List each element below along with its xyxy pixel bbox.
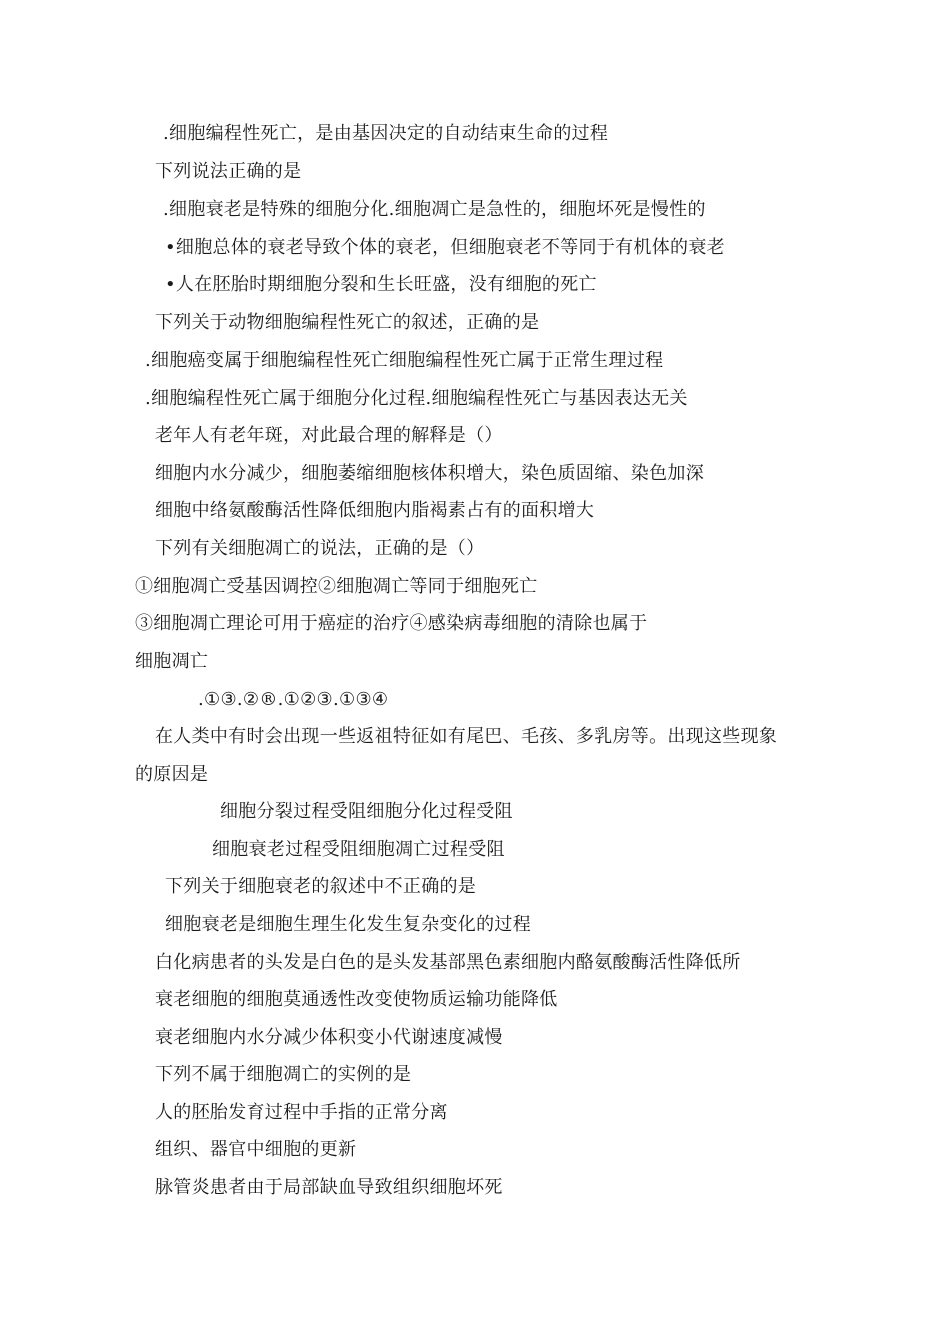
- text-line: 细胞衰老过程受阻细胞凋亡过程受阻: [212, 839, 505, 860]
- text-line: 下列关于细胞衰老的叙述中不正确的是: [165, 876, 477, 897]
- text-line: 细胞分裂过程受阻细胞分化过程受阻: [220, 801, 513, 822]
- text-line: 脉管炎患者由于局部缺血导致组织细胞坏死: [155, 1177, 503, 1198]
- text-line: .①③.②®.①②③.①③④: [198, 689, 389, 710]
- text-line: 老年人有老年斑，对此最合理的解释是（）: [155, 425, 503, 446]
- text-line: 下列不属于细胞凋亡的实例的是: [155, 1064, 412, 1085]
- text-line: 衰老细胞内水分减少体积变小代谢速度减慢: [155, 1027, 503, 1048]
- text-line: 细胞凋亡: [135, 651, 209, 672]
- text-line: 在人类中有时会出现一些返祖特征如有尾巴、毛孩、多乳房等。出现这些现象: [155, 726, 778, 747]
- text-line: 下列有关细胞凋亡的说法，正确的是（）: [155, 538, 485, 559]
- text-line: •细胞总体的衰老导致个体的衰老，但细胞衰老不等同于有机体的衰老: [165, 237, 725, 258]
- text-line: 组织、器官中细胞的更新: [155, 1139, 357, 1160]
- text-line: .细胞衰老是特殊的细胞分化.细胞凋亡是急性的，细胞坏死是慢性的: [163, 199, 706, 220]
- text-line: 下列关于动物细胞编程性死亡的叙述，正确的是: [155, 312, 540, 333]
- text-line: •人在胚胎时期细胞分裂和生长旺盛，没有细胞的死亡: [165, 274, 597, 295]
- text-line: 细胞中络氨酸酶活性降低细胞内脂褐素占有的面积增大: [155, 500, 595, 521]
- text-line: 细胞衰老是细胞生理生化发生复杂变化的过程: [165, 914, 531, 935]
- text-line: .细胞癌变属于细胞编程性死亡细胞编程性死亡属于正常生理过程: [145, 350, 664, 371]
- text-line: .细胞编程性死亡，是由基因决定的自动结束生命的过程: [163, 123, 609, 144]
- text-line: 白化病患者的头发是白色的是头发基部黑色素细胞内酪氨酸酶活性降低所: [155, 952, 741, 973]
- text-line: .细胞编程性死亡属于细胞分化过程.细胞编程性死亡与基因表达无关: [145, 388, 688, 409]
- text-line: 的原因是: [135, 764, 209, 785]
- text-line: 衰老细胞的细胞莫通透性改变使物质运输功能降低: [155, 989, 558, 1010]
- text-line: ③细胞凋亡理论可用于癌症的治疗④感染病毒细胞的清除也属于: [135, 613, 648, 634]
- text-line: 人的胚胎发育过程中手指的正常分离: [155, 1102, 448, 1123]
- text-line: 下列说法正确的是: [155, 161, 302, 182]
- text-line: ①细胞凋亡受基因调控②细胞凋亡等同于细胞死亡: [135, 576, 538, 597]
- text-line: 细胞内水分减少，细胞萎缩细胞核体积增大，染色质固缩、染色加深: [155, 463, 704, 484]
